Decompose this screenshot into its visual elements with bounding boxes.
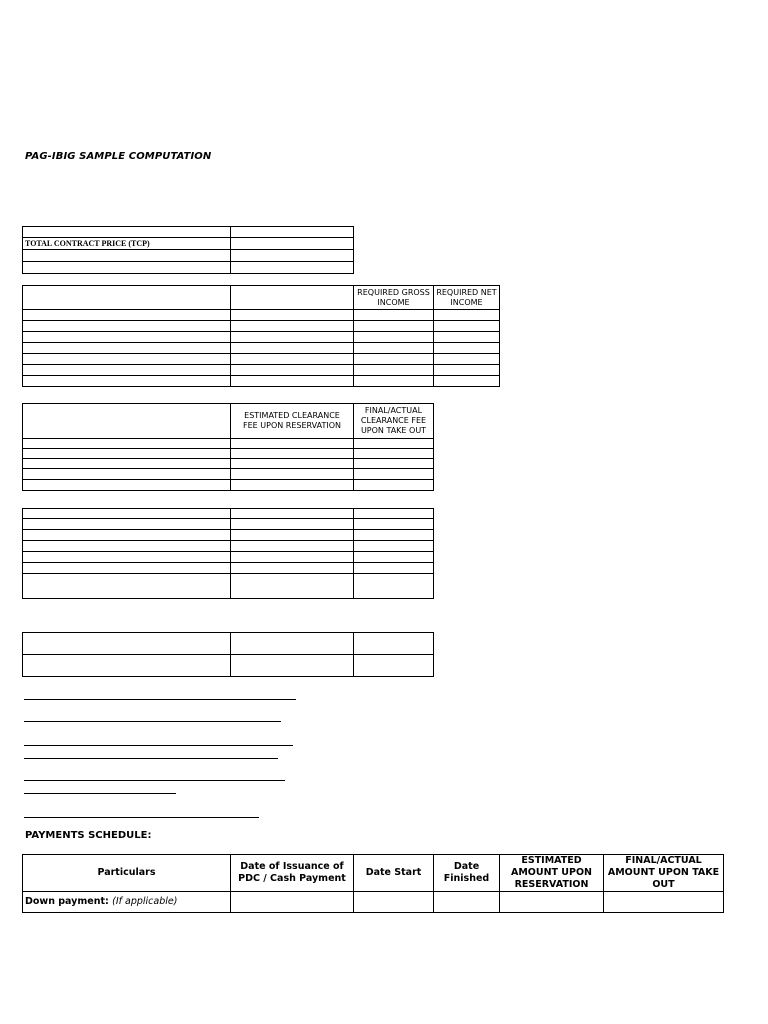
date-finished-cell[interactable] [434,892,500,913]
table-row [23,480,434,491]
clearance-fee-table [22,403,434,491]
table-row [23,354,500,365]
table-row [23,365,500,376]
tcp-value[interactable] [231,238,354,250]
blank-line [24,699,296,700]
required-gross-income-header: REQUIRED GROSS INCOME [354,286,434,310]
table-row [23,530,434,541]
table-row [23,376,500,387]
table-row [23,633,434,655]
payments-schedule-title: PAYMENTS SCHEDULE: [25,830,152,841]
estimated-amount-cell[interactable] [500,892,604,913]
down-payment-cell [23,892,231,913]
tcp-table [22,226,354,274]
down-payment-label: Down payment: [25,896,109,907]
blank-line [24,793,176,794]
table-row [23,469,434,480]
particulars-header: Particulars [23,855,231,892]
table-row [23,332,500,343]
table-row [23,519,434,530]
blank-line [24,758,278,759]
table-row [23,459,434,469]
required-net-income-header: REQUIRED NET INCOME [434,286,500,310]
blank-line [24,721,281,722]
table-row [23,541,434,552]
date-of-issuance-header: Date of Issuance of PDC / Cash Payment [231,855,354,892]
income-table [22,285,500,387]
table-row [23,343,500,354]
date-finished-header: Date Finished [434,855,500,892]
down-payment-note: (If applicable) [112,896,178,907]
table-row [23,574,434,599]
table-row [23,439,434,449]
income-header-blank-1 [23,286,231,310]
blank-line [24,780,285,781]
table-row [23,310,500,321]
tcp-row-0-value[interactable] [231,227,354,238]
clearance-header-blank [23,404,231,439]
income-header-blank-2 [231,286,354,310]
date-of-issuance-cell[interactable] [231,892,354,913]
computation-table [22,508,434,599]
final-amount-header: FINAL/ACTUAL AMOUNT UPON TAKE OUT [604,855,724,892]
payments-schedule-table [22,854,724,913]
table-row [23,509,434,519]
estimated-amount-header: ESTIMATED AMOUNT UPON RESERVATION [500,855,604,892]
table-row [23,563,434,574]
page-title: PAG-IBIG SAMPLE COMPUTATION [25,151,212,162]
table-row [23,449,434,459]
tcp-row-0-label [23,227,231,238]
tcp-row-2-label [23,250,231,262]
tcp-row-3-label [23,262,231,274]
table-row [23,655,434,677]
table-row [23,892,724,913]
summary-table [22,632,434,677]
tcp-row-2-value[interactable] [231,250,354,262]
final-amount-cell[interactable] [604,892,724,913]
tcp-row-3-value[interactable] [231,262,354,274]
estimated-clearance-fee-header: ESTIMATED CLEARANCE FEE UPON RESERVATION [231,404,354,439]
table-row [23,321,500,332]
date-start-cell[interactable] [354,892,434,913]
blank-line [24,745,293,746]
table-row [23,552,434,563]
tcp-label: TOTAL CONTRACT PRICE (TCP) [23,238,231,250]
blank-line [24,817,259,818]
date-start-header: Date Start [354,855,434,892]
final-clearance-fee-header: FINAL/ACTUAL CLEARANCE FEE UPON TAKE OUT [354,404,434,439]
